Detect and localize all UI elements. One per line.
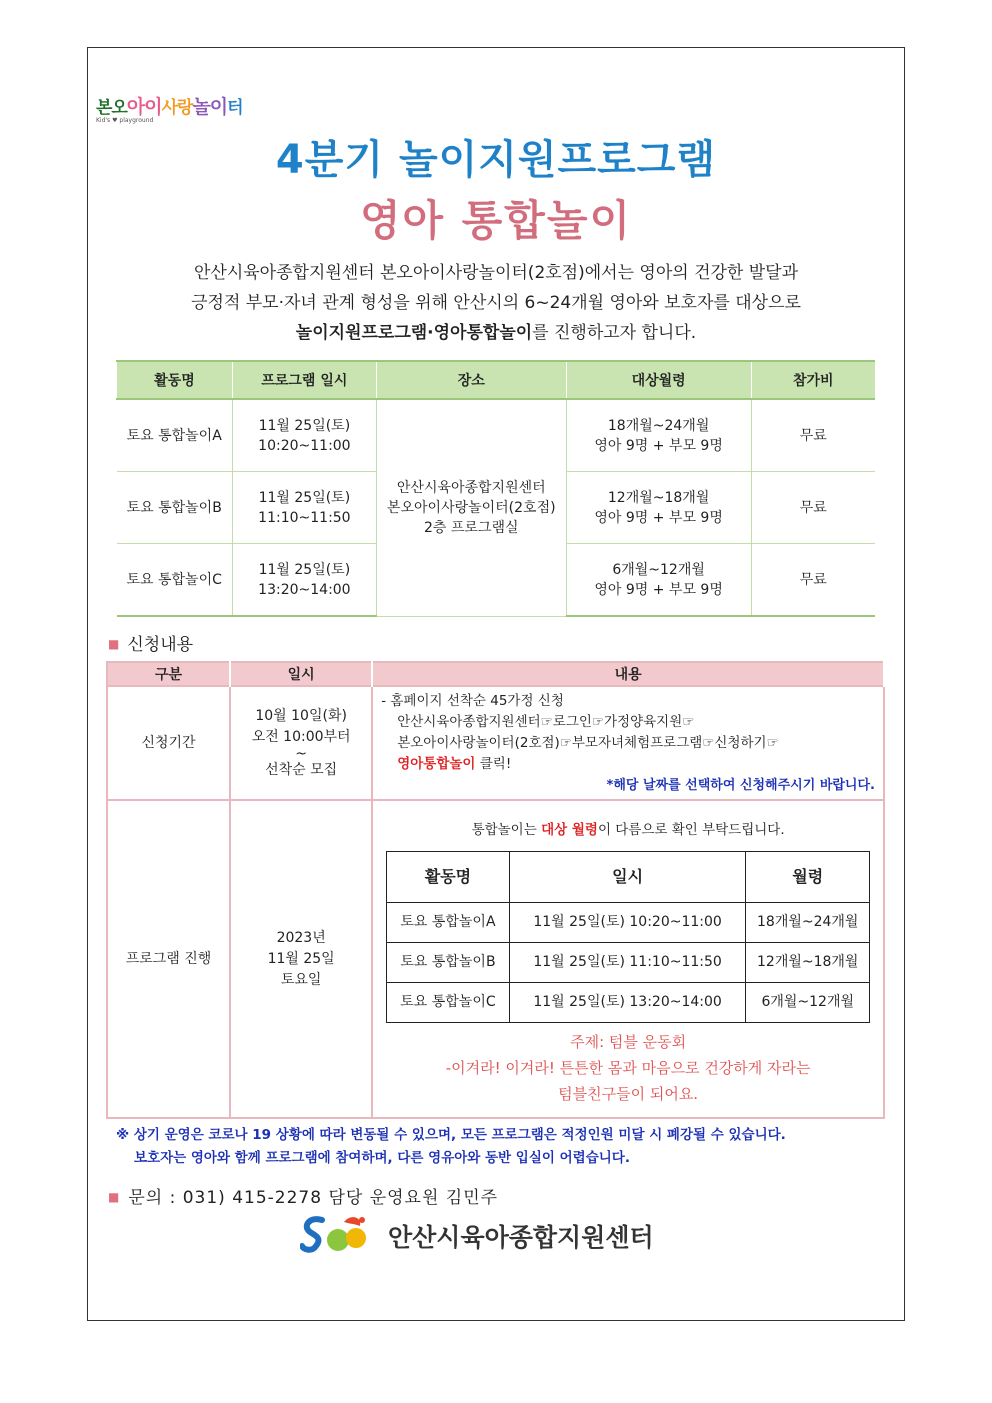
intro-line: 긍정적 부모·자녀 관계 형성을 위해 안산시의 6~24개월 영아와 보호자를 대상으로	[191, 293, 801, 313]
note-highlight: 대상 월령	[541, 821, 598, 838]
header-cell: 구분	[107, 662, 230, 686]
when-line: 10월 10일(화)	[255, 707, 347, 724]
target-age	[566, 472, 751, 544]
location-line: 본오아이사랑놀이터(2호점)	[386, 499, 556, 516]
logo-part: 사랑	[161, 98, 193, 118]
program-details	[372, 800, 884, 1118]
step-line: 안산시육아종합지원센터☞로그인☞가정양육지원☞	[397, 713, 695, 730]
schedule-table	[116, 360, 875, 617]
table-header-row	[107, 662, 884, 686]
target-age	[566, 399, 751, 472]
header-cell: 일시	[509, 851, 746, 902]
page-title: 4분기 놀이지원프로그램	[275, 137, 717, 183]
fee: 무료	[751, 399, 875, 472]
fee: 무료	[751, 544, 875, 617]
activity-name: 토요 통합놀이C	[117, 544, 233, 617]
table-header-row	[387, 851, 870, 902]
program-detail-table	[386, 851, 870, 1023]
note-text: 통합놀이는	[471, 821, 542, 838]
logo-part: 터	[227, 98, 243, 118]
theme-line: -이겨라! 이겨라! 튼튼한 몸과 마음으로 건강하게 자라는	[445, 1058, 811, 1077]
table-row	[107, 800, 884, 1118]
age-range: 12개월~18개월	[607, 489, 710, 506]
intro-line-rest: 를 진행하고자 합니다.	[532, 323, 697, 343]
program-date: 11월 25일(토)	[258, 417, 351, 434]
step-line: 본오아이사랑놀이터(2호점)☞부모자녀체험프로그램☞신청하기☞	[397, 734, 779, 751]
square-bullet-icon: ■	[108, 1190, 121, 1204]
when-line: 오전 10:00부터	[251, 728, 351, 745]
logo-part: 아이	[126, 96, 162, 118]
participant-count: 영아 9명 + 부모 9명	[594, 581, 723, 598]
header-cell: 대상월령	[566, 361, 751, 399]
notice-line: ※ 상기 운영은 코로나 19 상황에 따라 변동될 수 있으며, 모든 프로그램은 적정인원 미달 시 폐강될 수 있습니다.	[116, 1127, 786, 1143]
application-section-title	[108, 630, 193, 655]
program-date: 11월 25일(토)	[258, 561, 351, 578]
participant-count: 영아 9명 + 부모 9명	[594, 509, 723, 526]
header-cell: 내용	[372, 662, 884, 686]
intro-line: 안산시육아종합지원센터 본오아이사랑놀이터(2호점)에서는 영아의 건강한 발달과	[193, 263, 799, 283]
notice-line: 보호자는 영아와 함께 프로그램에 참여하며, 다른 영유아와 동반 입실이 어렵습니다.	[134, 1150, 630, 1166]
page-subtitle: 영아 통합놀이	[359, 196, 633, 245]
logo-part: 본오	[96, 98, 127, 118]
target-age	[566, 544, 751, 617]
step-line-rest: 클릭!	[475, 755, 512, 772]
activity-datetime: 11월 25일(토) 13:20~14:00	[509, 982, 746, 1022]
header-cell: 참가비	[751, 361, 875, 399]
logo-part: 놀이	[192, 96, 228, 118]
program-time: 10:20~11:00	[258, 437, 351, 454]
program-datetime	[232, 544, 376, 617]
age-check-note	[373, 820, 883, 841]
application-steps	[372, 686, 884, 800]
center-logo	[300, 1212, 700, 1258]
application-table	[106, 661, 885, 1119]
activity-age: 12개월~18개월	[746, 942, 870, 982]
contact-text: 문의 : 031) 415-2278 담당 운영요원 김민주	[128, 1188, 499, 1208]
program-date: 11월 25일(토)	[258, 489, 351, 506]
program-location	[376, 399, 566, 616]
activity-datetime: 11월 25일(토) 11:10~11:50	[509, 942, 746, 982]
program-label: 프로그램 진행	[107, 800, 230, 1118]
fee: 무료	[751, 472, 875, 544]
age-range: 6개월~12개월	[612, 561, 705, 578]
table-row	[387, 942, 870, 982]
table-row	[107, 686, 884, 800]
activity-age: 18개월~24개월	[746, 902, 870, 942]
period-when	[230, 686, 372, 800]
operation-notice	[116, 1124, 786, 1170]
program-datetime	[232, 472, 376, 544]
header-cell: 월령	[746, 851, 870, 902]
location-line: 2층 프로그램실	[424, 519, 519, 536]
activity-age: 6개월~12개월	[746, 982, 870, 1022]
program-time: 13:20~14:00	[258, 581, 351, 598]
intro-paragraph	[120, 258, 872, 348]
activity-name: 토요 통합놀이C	[387, 982, 510, 1022]
note-text: 이 다름으로 확인 부탁드립니다.	[597, 821, 785, 838]
header-cell: 프로그램 일시	[232, 361, 376, 399]
step-line: - 홈페이지 선착순 45가정 신청	[381, 692, 564, 709]
when-line: 2023년	[276, 929, 326, 946]
header-cell: 활동명	[117, 361, 233, 399]
activity-name: 토요 통합놀이A	[117, 399, 233, 472]
theme-line: 텀블친구들이 되어요.	[558, 1084, 699, 1103]
program-when	[230, 800, 372, 1118]
when-line: ~	[295, 745, 308, 762]
intro-highlight: 놀이지원프로그램·영아통합놀이	[295, 323, 533, 343]
age-range: 18개월~24개월	[607, 417, 710, 434]
center-name: 안산시육아종합지원센터	[388, 1223, 654, 1252]
program-theme	[373, 1029, 883, 1107]
activity-name: 토요 통합놀이B	[387, 942, 510, 982]
participant-count: 영아 9명 + 부모 9명	[594, 437, 723, 454]
intro-line	[120, 318, 872, 348]
activity-datetime: 11월 25일(토) 10:20~11:00	[509, 902, 746, 942]
header-cell: 활동명	[387, 851, 510, 902]
table-row	[387, 982, 870, 1022]
logo-subtext: Kid's ♥ playground	[96, 117, 154, 124]
table-row	[117, 399, 876, 472]
header-cell: 일시	[230, 662, 372, 686]
program-datetime	[232, 399, 376, 472]
step-line	[381, 754, 875, 775]
playground-logo	[96, 92, 266, 124]
date-select-note: *해당 날짜를 선택하여 신청해주시기 바랍니다.	[606, 777, 875, 793]
program-time: 11:10~11:50	[258, 509, 351, 526]
table-header-row	[117, 361, 876, 399]
theme-line: 주제: 텀블 운동회	[570, 1032, 687, 1051]
center-emblem-icon	[300, 1212, 384, 1258]
location-line: 안산시육아종합지원센터	[396, 479, 546, 496]
period-label: 신청기간	[107, 686, 230, 800]
when-line: 11월 25일	[267, 950, 335, 967]
activity-name: 토요 통합놀이A	[387, 902, 510, 942]
when-line: 선착순 모집	[265, 761, 338, 778]
section-label: 신청내용	[127, 635, 194, 655]
header-cell: 장소	[376, 361, 566, 399]
contact-info	[108, 1183, 498, 1208]
when-line: 토요일	[280, 971, 322, 988]
square-bullet-icon: ■	[108, 637, 120, 651]
program-link-text: 영아통합놀이	[397, 755, 476, 772]
activity-name: 토요 통합놀이B	[117, 472, 233, 544]
table-row	[387, 902, 870, 942]
